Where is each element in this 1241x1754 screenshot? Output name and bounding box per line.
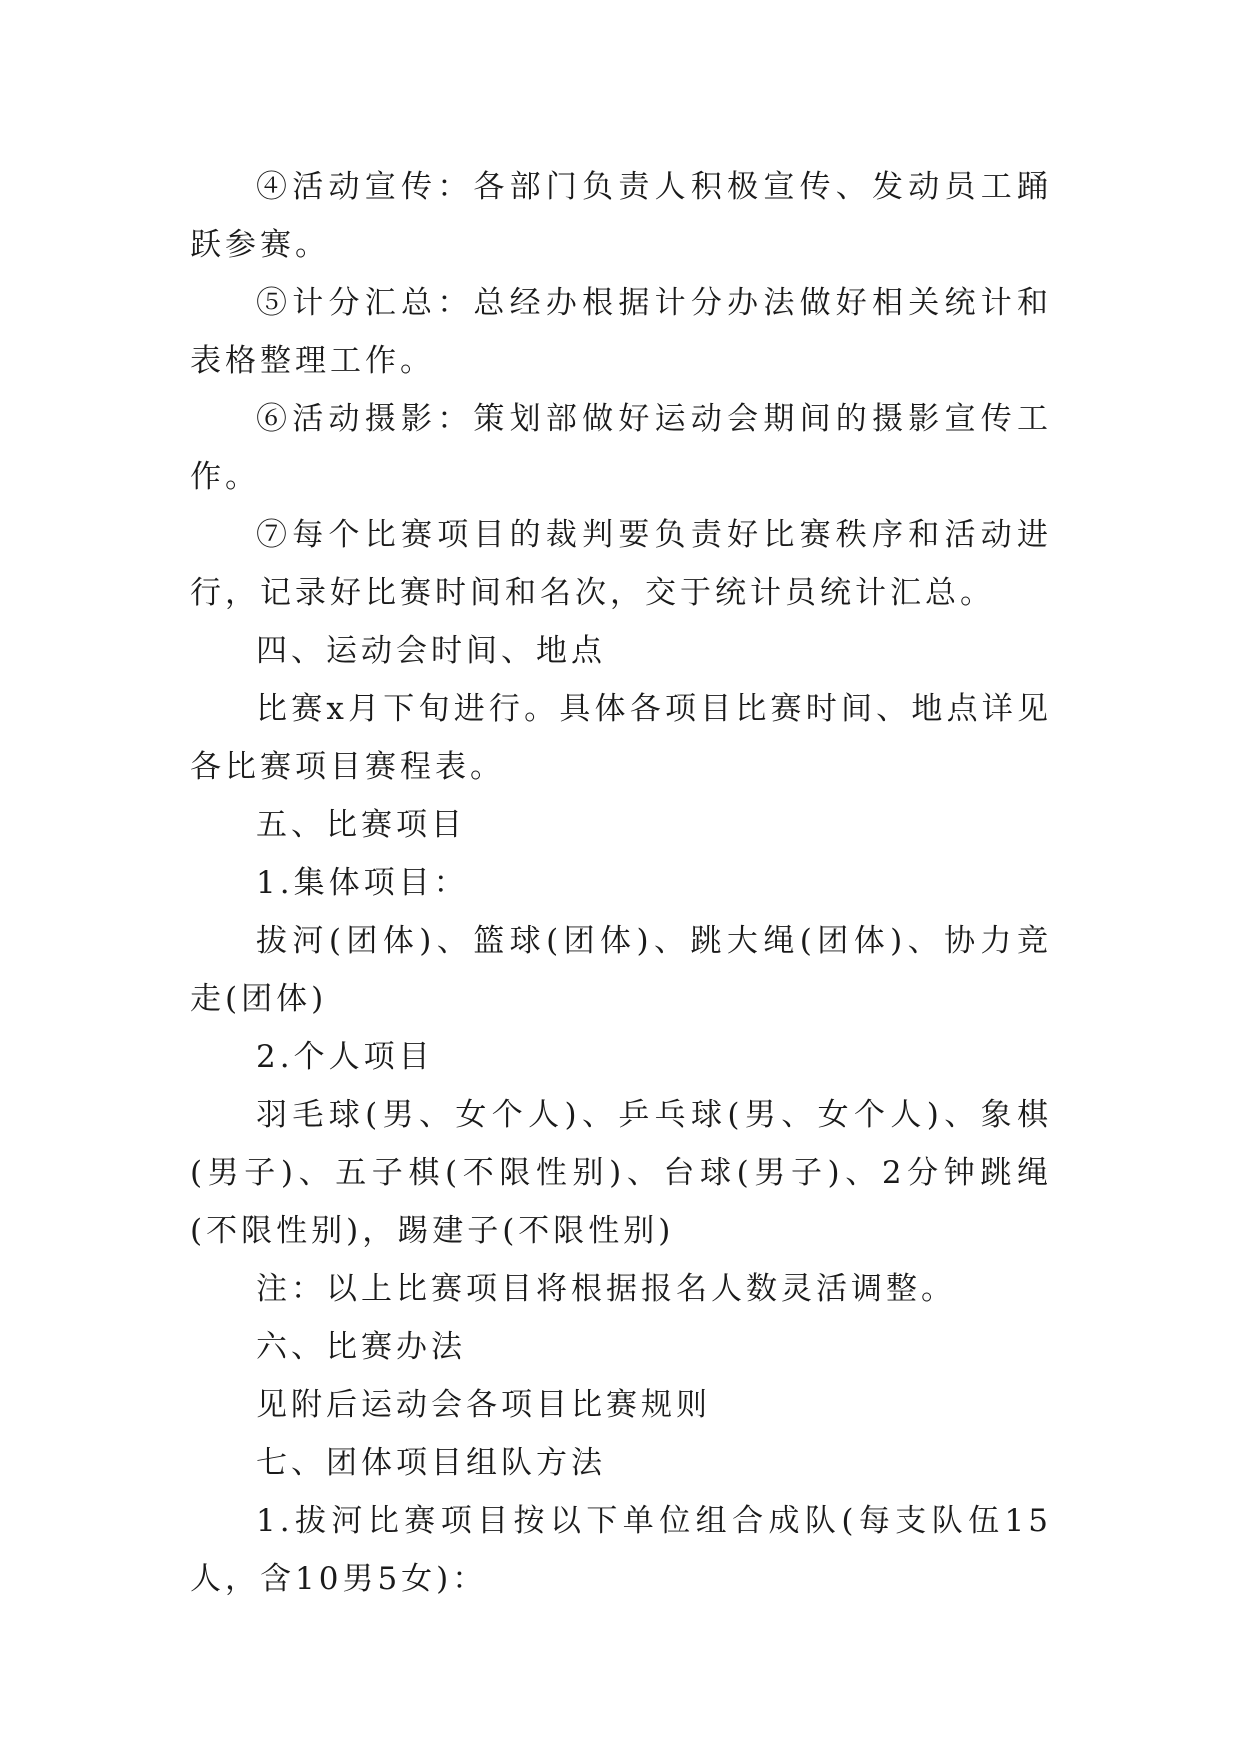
paragraph-scoring: ⑤计分汇总：总经办根据计分办法做好相关统计和表格整理工作。: [190, 285, 1052, 379]
subheading-individual-events: 2.个人项目: [256, 1039, 434, 1075]
paragraph-time-place: 比赛x月下旬进行。具体各项目比赛时间、地点详见各比赛项目赛程表。: [190, 691, 1052, 785]
section-heading-team-formation: 七、团体项目组队方法: [256, 1445, 606, 1481]
paragraph-photography: ⑥活动摄影：策划部做好运动会期间的摄影宣传工作。: [190, 401, 1052, 495]
paragraph-tug-of-war-teams: 1.拔河比赛项目按以下单位组合成队(每支队伍15人，含10男5女)：: [190, 1503, 1052, 1597]
paragraph-referees: ⑦每个比赛项目的裁判要负责好比赛秩序和活动进行，记录好比赛时间和名次，交于统计员统计汇总。: [190, 517, 1052, 611]
paragraph-rules: 见附后运动会各项目比赛规则: [256, 1387, 711, 1423]
paragraph-team-events: 拔河(团体)、篮球(团体)、跳大绳(团体)、协力竞走(团体): [190, 923, 1052, 1017]
paragraph-publicity: ④活动宣传：各部门负责人积极宣传、发动员工踊跃参赛。: [190, 169, 1052, 263]
subheading-team-events: 1.集体项目：: [256, 865, 469, 901]
section-heading-rules: 六、比赛办法: [256, 1329, 466, 1365]
paragraph-note: 注：以上比赛项目将根据报名人数灵活调整。: [256, 1271, 956, 1307]
section-heading-time-place: 四、运动会时间、地点: [256, 633, 606, 669]
paragraph-individual-events: 羽毛球(男、女个人)、乒乓球(男、女个人)、象棋(男子)、五子棋(不限性别)、台球(男子)、2分钟跳绳(不限性别)，踢建子(不限性别): [190, 1097, 1052, 1249]
section-heading-events: 五、比赛项目: [256, 807, 466, 843]
document-body: [190, 158, 1052, 1608]
